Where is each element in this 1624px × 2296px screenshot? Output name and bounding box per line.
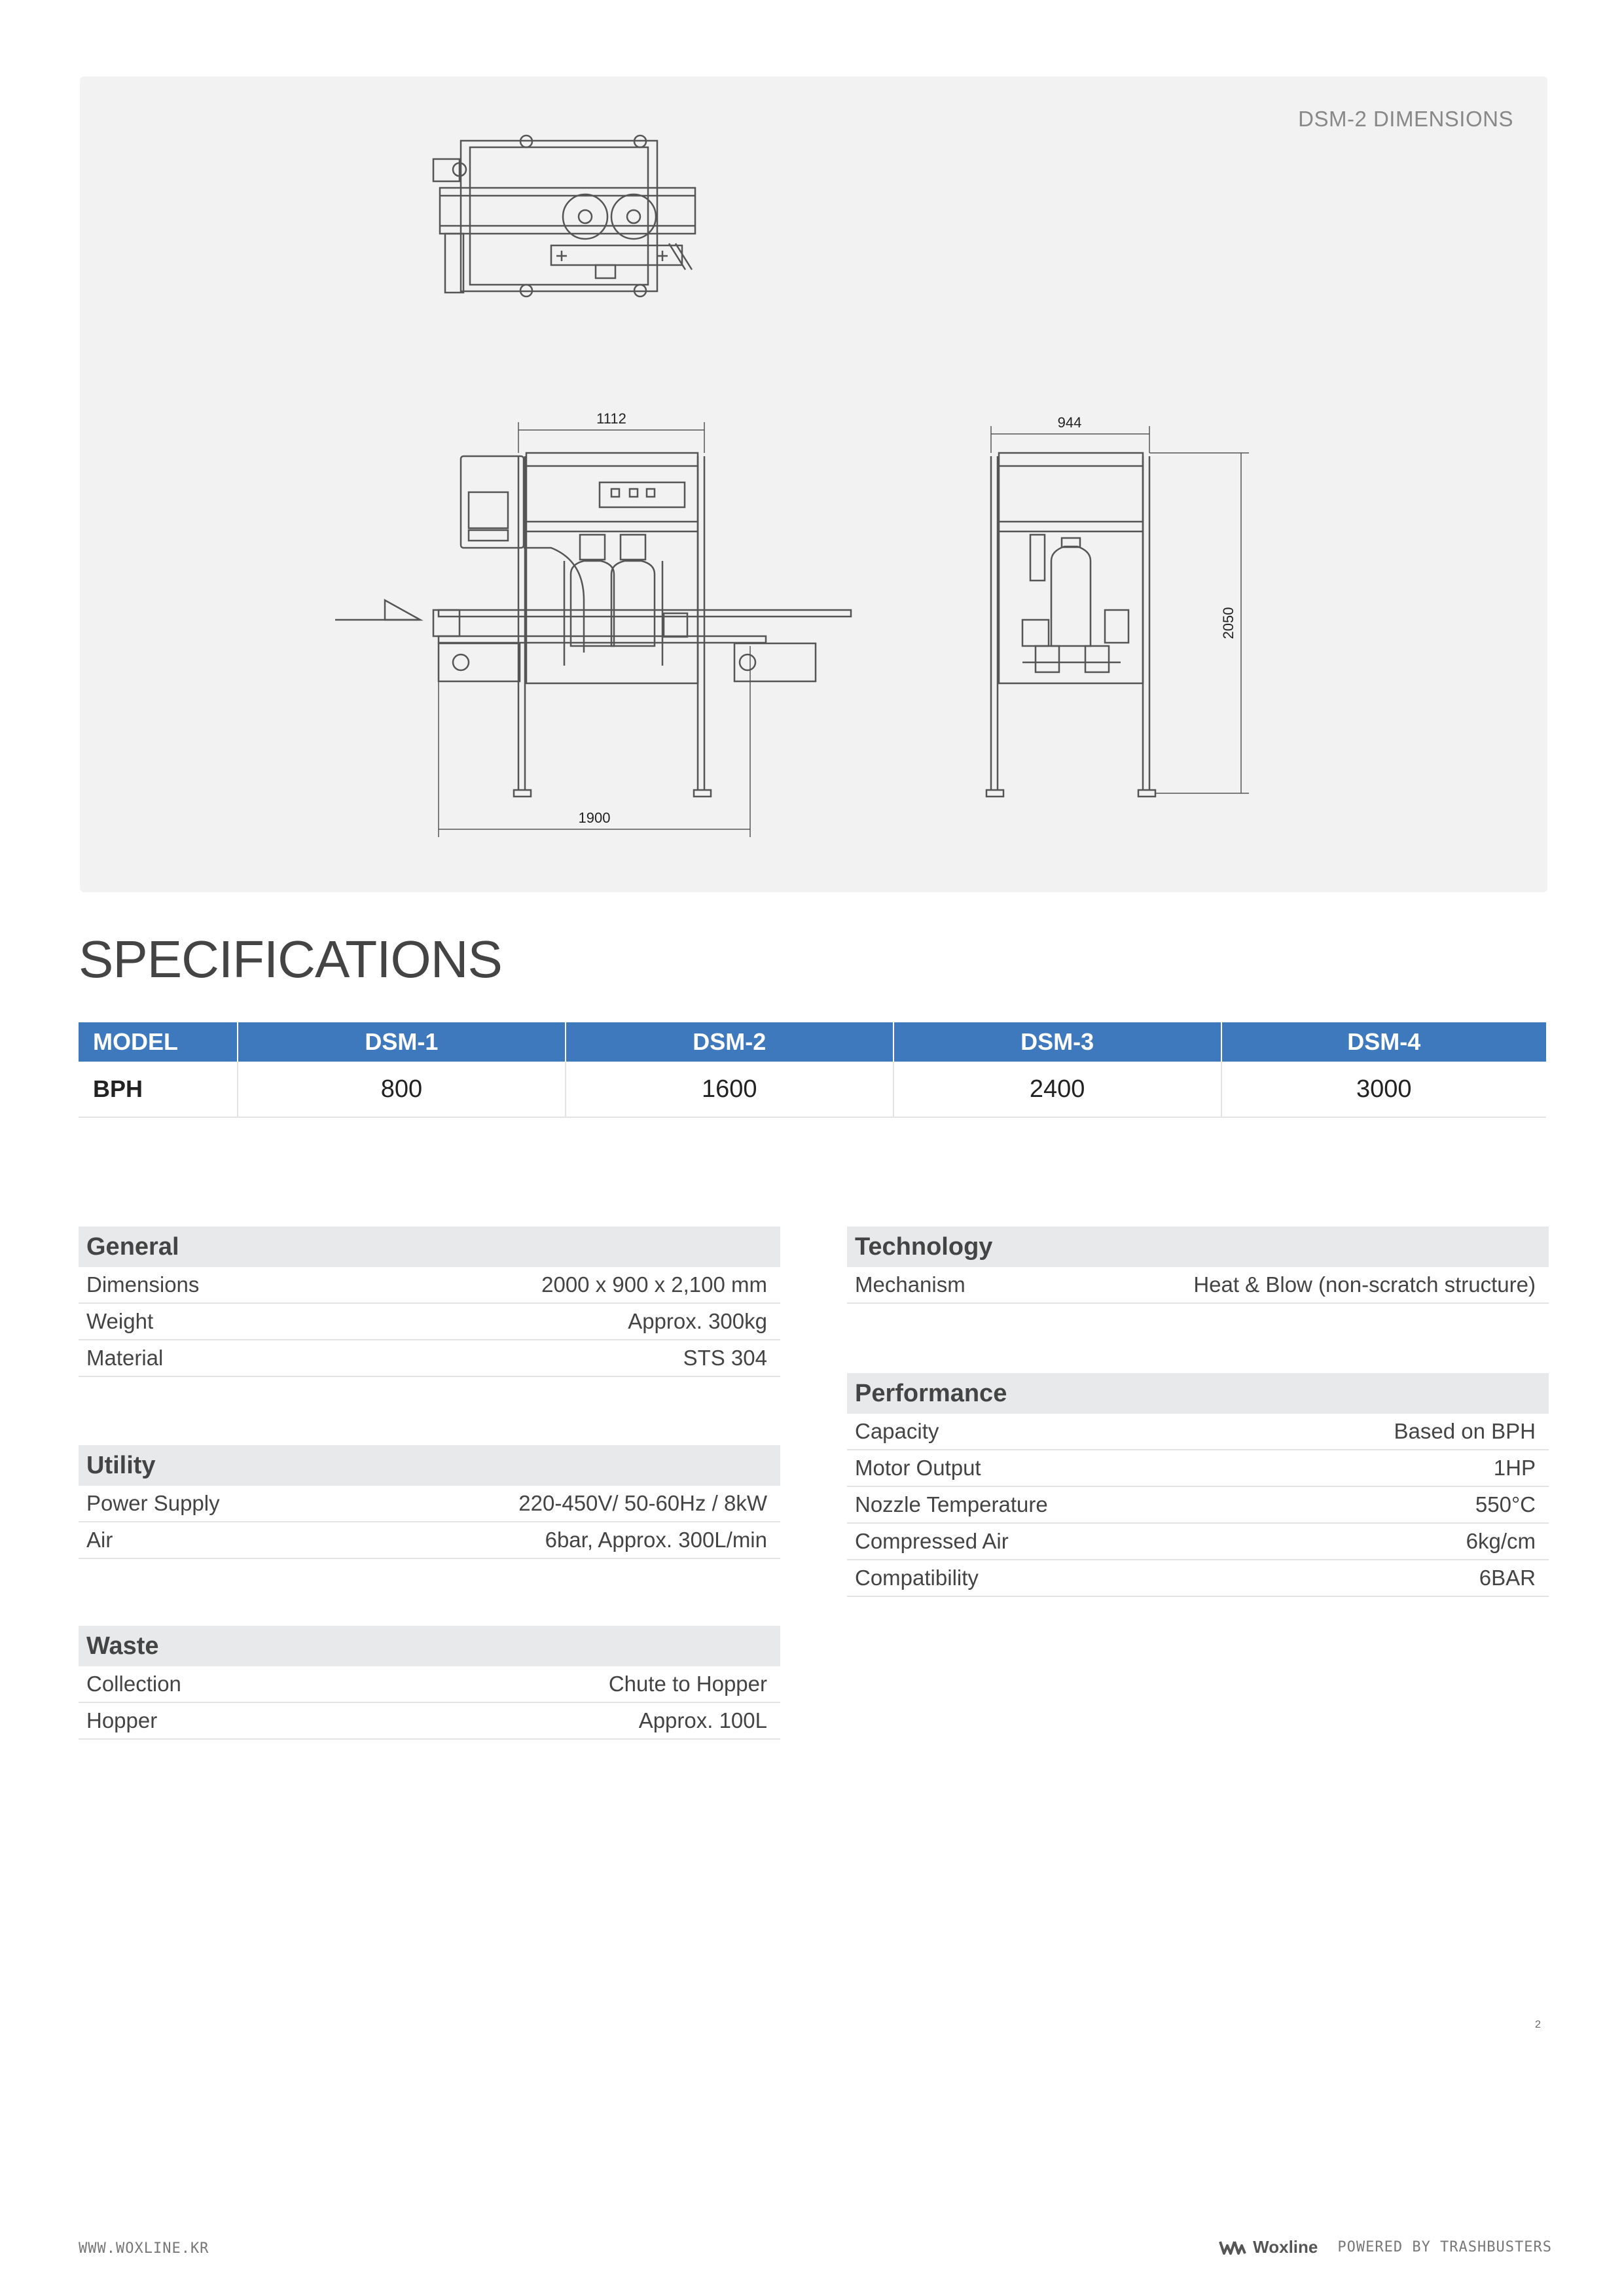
spec-value: 6bar, Approx. 300L/min <box>545 1528 767 1552</box>
bph-value-dsm-2: 1600 <box>566 1062 893 1117</box>
model-dsm-1: DSM-1 <box>238 1022 566 1062</box>
performance-title: Performance <box>847 1373 1549 1414</box>
dim-total-width-label: 1900 <box>578 810 611 826</box>
bph-row <box>79 1062 1546 1117</box>
machine-dimension-drawing <box>80 77 1547 892</box>
dim-height-label: 2050 <box>1220 607 1236 639</box>
spec-label: Air <box>86 1528 113 1552</box>
bph-table <box>79 1022 1546 1118</box>
spec-label: Power Supply <box>86 1491 220 1515</box>
spec-row <box>847 1267 1549 1304</box>
spec-value: 1HP <box>1493 1456 1536 1480</box>
specifications-title: SPECIFICATIONS <box>79 930 502 988</box>
drawing-caption: DSM-2 DIMENSIONS <box>1298 107 1513 131</box>
spec-value: 6kg/cm <box>1466 1529 1536 1553</box>
spec-row <box>79 1486 780 1522</box>
bph-value-dsm-4: 3000 <box>1221 1062 1546 1117</box>
spec-value: 6BAR <box>1479 1566 1536 1590</box>
spec-row <box>847 1487 1549 1524</box>
spec-label: Material <box>86 1346 164 1370</box>
spec-row <box>847 1450 1549 1487</box>
spec-row <box>79 1522 780 1559</box>
bph-value-dsm-3: 2400 <box>893 1062 1221 1117</box>
spec-value: Approx. 100L <box>638 1708 767 1732</box>
spec-row <box>79 1340 780 1377</box>
waste-group <box>79 1626 780 1740</box>
spec-label: Capacity <box>855 1419 939 1443</box>
spec-value: 220-450V/ 50-60Hz / 8kW <box>518 1491 767 1515</box>
general-group <box>79 1227 780 1377</box>
footer-url[interactable]: WWW.WOXLINE.KR <box>79 2240 209 2257</box>
dim-side-width-label: 944 <box>1057 414 1082 431</box>
general-title: General <box>79 1227 780 1267</box>
woxline-logo-icon <box>1219 2240 1248 2255</box>
spec-row <box>79 1304 780 1340</box>
side-view-drawing <box>986 426 1249 797</box>
spec-label: Weight <box>86 1309 154 1333</box>
spec-row <box>847 1560 1549 1597</box>
spec-label: Compressed Air <box>855 1529 1009 1553</box>
utility-title: Utility <box>79 1445 780 1486</box>
brand-name: Woxline <box>1253 2237 1318 2257</box>
model-dsm-4: DSM-4 <box>1221 1022 1546 1062</box>
spec-row <box>79 1703 780 1740</box>
spec-row <box>847 1414 1549 1450</box>
spec-row <box>847 1524 1549 1560</box>
model-dsm-3: DSM-3 <box>893 1022 1221 1062</box>
footer-brand <box>1219 2237 1552 2257</box>
spec-label: Collection <box>86 1672 181 1696</box>
bph-value-dsm-1: 800 <box>238 1062 566 1117</box>
top-view-drawing <box>433 135 695 296</box>
dimension-drawing-panel <box>80 77 1547 892</box>
model-header: MODEL <box>79 1022 238 1062</box>
spec-row <box>79 1666 780 1703</box>
spec-value: 2000 x 900 x 2,100 mm <box>541 1272 767 1297</box>
performance-group <box>847 1373 1549 1597</box>
spec-label: Motor Output <box>855 1456 981 1480</box>
technology-title: Technology <box>847 1227 1549 1267</box>
model-dsm-2: DSM-2 <box>566 1022 893 1062</box>
utility-group <box>79 1445 780 1559</box>
spec-value: Based on BPH <box>1394 1419 1536 1443</box>
page-number: 2 <box>1535 2019 1541 2030</box>
powered-by-text: POWERED BY TRASHBUSTERS <box>1337 2239 1552 2255</box>
technology-group <box>847 1227 1549 1304</box>
bph-table-header <box>79 1022 1546 1062</box>
spec-value: Approx. 300kg <box>628 1309 767 1333</box>
waste-title: Waste <box>79 1626 780 1666</box>
front-view-drawing <box>335 422 851 837</box>
spec-value: STS 304 <box>683 1346 767 1370</box>
bph-row-label: BPH <box>79 1062 238 1117</box>
spec-value: Heat & Blow (non-scratch structure) <box>1193 1272 1536 1297</box>
spec-label: Dimensions <box>86 1272 200 1297</box>
dim-top-width-label: 1112 <box>596 410 626 427</box>
spec-label: Mechanism <box>855 1272 965 1297</box>
spec-row <box>79 1267 780 1304</box>
spec-value: 550°C <box>1475 1492 1536 1516</box>
spec-label: Hopper <box>86 1708 158 1732</box>
spec-label: Compatibility <box>855 1566 979 1590</box>
spec-value: Chute to Hopper <box>608 1672 767 1696</box>
spec-label: Nozzle Temperature <box>855 1492 1048 1516</box>
